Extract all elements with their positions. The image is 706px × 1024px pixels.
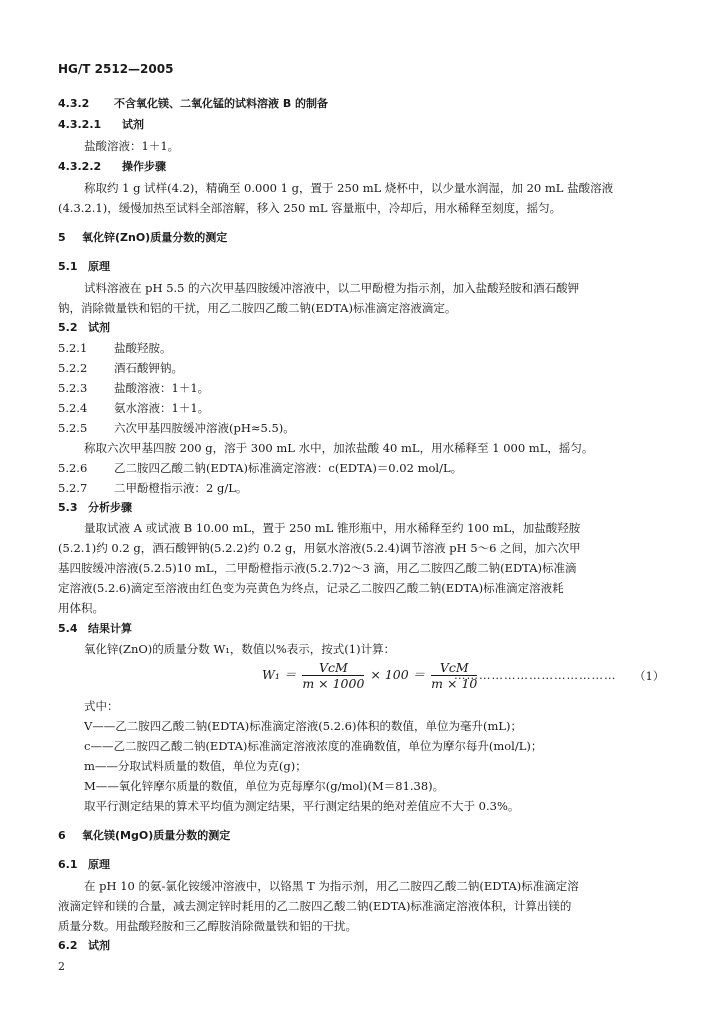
list-item: 5.2.7 二甲酚橙指示液：2 g/L。	[58, 481, 248, 495]
paragraph-line: 在 pH 10 的氨-氯化铵缓冲溶液中，以铬黑 T 为指示剂，用乙二胺四乙酸二钠(EDTA)标准滴定溶	[84, 879, 579, 893]
variable-definition: m——分取试料质量的数值，单位为克(g)；	[84, 759, 307, 773]
section-heading: 5.1 原理	[58, 260, 110, 273]
section-heading: 4.3.2.2 操作步骤	[58, 160, 166, 173]
paragraph-line: 用体积。	[58, 601, 104, 615]
section-heading: 6 氧化镁(MgO)质量分数的测定	[58, 829, 231, 842]
variable-definition: M——氧化锌摩尔质量的数值，单位为克每摩尔(g/mol)(M＝81.38)。	[84, 779, 445, 793]
section-heading: 5.3 分析步骤	[58, 501, 132, 514]
paragraph-line: 钠，消除微量铁和铝的干扰，用乙二胺四乙酸二钠(EDTA)标准滴定溶液滴定。	[58, 301, 457, 315]
list-item: 5.2.1 盐酸羟胺。	[58, 341, 172, 355]
section-heading: 6.2 试剂	[58, 939, 110, 952]
paragraph-line: 试料溶液在 pH 5.5 的六次甲基四胺缓冲溶液中，以二甲酚橙为指示剂，加入盐酸羟胺和酒石酸钾	[84, 281, 580, 295]
variable-definition: c——乙二胺四乙酸二钠(EDTA)标准滴定溶液浓度的准确数值，单位为摩尔每升(mol/L)；	[84, 739, 543, 753]
paragraph: 氧化锌(ZnO)的质量分数 W₁，数值以%表示，按式(1)计算：	[84, 642, 396, 656]
paragraph: 称取六次甲基四胺 200 g，溶于 300 mL 水中，加浓盐酸 40 mL，用水稀释至 1 000 mL，摇匀。	[84, 441, 594, 455]
where-label: 式中：	[84, 699, 119, 713]
list-item: 5.2.5 六次甲基四胺缓冲溶液(pH≈5.5)。	[58, 421, 295, 435]
section-heading: 5 氧化锌(ZnO)质量分数的测定	[58, 231, 228, 244]
paragraph-line: 称取约 1 g 试样(4.2)，精确至 0.000 1 g，置于 250 mL 烧杯中，以少量水润湿，加 20 mL 盐酸溶液	[84, 181, 614, 195]
section-heading: 6.1 原理	[58, 858, 110, 871]
paragraph: 盐酸溶液：1＋1。	[84, 139, 180, 153]
section-heading: 4.3.2.1 试剂	[58, 118, 144, 131]
paragraph-line: 量取试液 A 或试液 B 10.00 mL，置于 250 mL 锥形瓶中，用水稀释至约 100 mL，加盐酸羟胺	[84, 521, 581, 535]
paragraph-line: (5.2.1)约 0.2 g，酒石酸钾钠(5.2.2)约 0.2 g，用氨水溶液(5.2.4)调节溶液 pH 5～6 之间，加六次甲	[58, 541, 581, 555]
section-heading: 5.2 试剂	[58, 321, 110, 334]
standard-number: HG/T 2512—2005	[58, 62, 174, 76]
paragraph: 取平行测定结果的算术平均值为测定结果，平行测定结果的绝对差值应不大于 0.3%。	[84, 799, 520, 813]
variable-definition: V——乙二胺四乙酸二钠(EDTA)标准滴定溶液(5.2.6)体积的数值，单位为毫升(mL)；	[84, 719, 522, 733]
paragraph-line: (4.3.2.1)，缓慢加热至试料全部溶解，移入 250 mL 容量瓶中，冷却后，用水稀释至刻度，摇匀。	[58, 201, 562, 215]
paragraph-line: 基四胺缓冲溶液(5.2.5)10 mL，二甲酚橙指示液(5.2.7)2～3 滴，用乙二胺四乙酸二钠(EDTA)标准滴	[58, 561, 577, 575]
paragraph-line: 质量分数。用盐酸羟胺和三乙醇胺消除微量铁和铝的干扰。	[58, 919, 357, 933]
leader-dots: …………………………………	[454, 668, 617, 682]
section-heading: 4.3.2 不含氧化镁、二氧化锰的试料溶液 B 的制备	[58, 97, 329, 110]
paragraph-line: 定溶液(5.2.6)滴定至溶液由红色变为亮黄色为终点，记录乙二胺四乙酸二钠(EDTA)标准滴定溶液耗	[58, 581, 564, 595]
list-item: 5.2.2 酒石酸钾钠。	[58, 361, 183, 375]
list-item: 5.2.3 盐酸溶液：1＋1。	[58, 381, 210, 395]
list-item: 5.2.4 氨水溶液：1＋1。	[58, 401, 210, 415]
page-number: 2	[58, 960, 65, 973]
list-item: 5.2.6 乙二胺四乙酸二钠(EDTA)标准滴定溶液：c(EDTA)＝0.02 mol/L。	[58, 461, 463, 475]
paragraph-line: 液滴定锌和镁的合量，减去测定锌时耗用的乙二胺四乙酸二钠(EDTA)标准滴定溶液体积，计算出镁的	[58, 899, 572, 913]
section-heading: 5.4 结果计算	[58, 622, 132, 635]
equation-number: （1）	[634, 669, 665, 683]
formula: W₁ ＝ $\frac{\text{VcM}}{m \times 1000}$ × 100 ＝ $\frac{\text{VcM}}{m \times 10}$	[262, 660, 478, 691]
